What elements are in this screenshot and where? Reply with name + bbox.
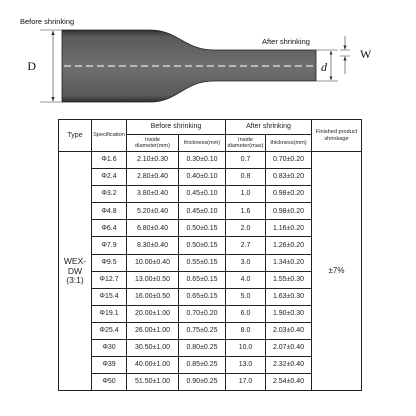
before-thickness-cell: 0.65±0.15	[179, 271, 226, 288]
header-after-thickness: thickness(mm)	[266, 135, 312, 152]
spec-table-body	[59, 152, 362, 391]
after-inside-cell: 5.0	[226, 288, 266, 305]
before-thickness-cell: 0.30±0.10	[179, 152, 226, 169]
after-thickness-cell: 1.34±0.20	[266, 254, 312, 271]
before-thickness-cell: 0.80±0.25	[179, 340, 226, 357]
before-thickness-cell: 0.90±0.25	[179, 374, 226, 391]
after-inside-cell: 13.0	[226, 357, 266, 374]
before-thickness-cell: 0.65±0.15	[179, 288, 226, 305]
after-thickness-cell: 0.98±0.20	[266, 186, 312, 203]
spec-cell: Φ1.6	[92, 152, 127, 169]
before-thickness-cell: 0.40±0.10	[179, 169, 226, 186]
before-thickness-cell: 0.75±0.25	[179, 322, 226, 339]
big-diameter-label: D	[27, 59, 36, 73]
after-thickness-cell: 1.63±0.30	[266, 288, 312, 305]
shrink-diagram	[0, 0, 416, 104]
spec-cell: Φ15.4	[92, 288, 127, 305]
after-thickness-cell: 1.26±0.20	[266, 237, 312, 254]
after-inside-cell: 10.0	[226, 340, 266, 357]
shrinkage-cell: ±7%	[312, 152, 362, 391]
before-thickness-cell: 0.70±0.20	[179, 305, 226, 322]
table-row	[59, 152, 362, 169]
spec-cell: Φ9.5	[92, 254, 127, 271]
after-thickness-cell: 1.16±0.20	[266, 220, 312, 237]
before-inside-cell: 16.00±0.50	[127, 288, 179, 305]
after-inside-cell: 4.0	[226, 271, 266, 288]
after-inside-cell: 3.0	[226, 254, 266, 271]
before-thickness-cell: 0.45±0.10	[179, 203, 226, 220]
header-before-inside: Inside diameter(mm)	[127, 135, 179, 152]
after-inside-cell: 2.7	[226, 237, 266, 254]
header-before: Before shrinking	[127, 120, 226, 135]
spec-cell: Φ2.4	[92, 169, 127, 186]
after-thickness-cell: 1.55±0.30	[266, 271, 312, 288]
before-thickness-cell: 0.50±0.15	[179, 220, 226, 237]
after-inside-cell: 2.0	[226, 220, 266, 237]
spec-cell: Φ4.8	[92, 203, 127, 220]
before-inside-cell: 8.30±0.40	[127, 237, 179, 254]
header-before-thickness: thickness(mm)	[179, 135, 226, 152]
before-inside-cell: 2.80±0.40	[127, 169, 179, 186]
after-thickness-cell: 1.90±0.30	[266, 305, 312, 322]
after-thickness-cell: 2.32±0.40	[266, 357, 312, 374]
after-inside-cell: 1.0	[226, 186, 266, 203]
before-inside-cell: 51.50±1.00	[127, 374, 179, 391]
before-inside-cell: 13.00±0.50	[127, 271, 179, 288]
after-inside-cell: 0.8	[226, 169, 266, 186]
before-inside-cell: 3.80±0.40	[127, 186, 179, 203]
after-thickness-cell: 0.98±0.20	[266, 203, 312, 220]
spec-cell: Φ39	[92, 357, 127, 374]
type-cell: WEX-DW (3:1)	[59, 152, 92, 391]
header-type: Type	[59, 120, 92, 152]
spec-cell: Φ3.2	[92, 186, 127, 203]
after-thickness-cell: 0.70±0.20	[266, 152, 312, 169]
spec-cell: Φ7.9	[92, 237, 127, 254]
header-specification: Specification	[92, 120, 127, 152]
before-thickness-cell: 0.45±0.10	[179, 186, 226, 203]
header-after-inside: Inside diameter(max)	[226, 135, 266, 152]
header-finished: Finished product shrinkage	[312, 120, 362, 152]
after-thickness-cell: 0.83±0.20	[266, 169, 312, 186]
after-shrinking-label: After shrinking	[262, 37, 310, 46]
before-inside-cell: 2.10±0.30	[127, 152, 179, 169]
after-thickness-cell: 2.03±0.40	[266, 322, 312, 339]
header-after: After shrinking	[226, 120, 312, 135]
before-inside-cell: 20.00±1.00	[127, 305, 179, 322]
after-inside-cell: 0.7	[226, 152, 266, 169]
after-thickness-cell: 2.54±0.40	[266, 374, 312, 391]
before-inside-cell: 10.00±0.40	[127, 254, 179, 271]
before-inside-cell: 6.80±0.40	[127, 220, 179, 237]
spec-cell: Φ25.4	[92, 322, 127, 339]
spec-cell: Φ6.4	[92, 220, 127, 237]
before-inside-cell: 26.00±1.00	[127, 322, 179, 339]
after-inside-cell: 17.0	[226, 374, 266, 391]
before-thickness-cell: 0.85±0.25	[179, 357, 226, 374]
after-inside-cell: 1.6	[226, 203, 266, 220]
before-inside-cell: 30.50±1.00	[127, 340, 179, 357]
spec-table-container	[58, 119, 361, 391]
after-inside-cell: 8.0	[226, 322, 266, 339]
after-thickness-cell: 2.07±0.40	[266, 340, 312, 357]
spec-cell: Φ50	[92, 374, 127, 391]
spec-cell: Φ12.7	[92, 271, 127, 288]
before-thickness-cell: 0.50±0.15	[179, 237, 226, 254]
before-inside-cell: 40.00±1.00	[127, 357, 179, 374]
wall-thickness-label: W	[360, 47, 372, 61]
spec-table	[58, 119, 362, 391]
spec-cell: Φ30	[92, 340, 127, 357]
before-thickness-cell: 0.55±0.15	[179, 254, 226, 271]
spec-cell: Φ19.1	[92, 305, 127, 322]
after-inside-cell: 6.0	[226, 305, 266, 322]
before-inside-cell: 5.20±0.40	[127, 203, 179, 220]
small-diameter-label: d	[321, 60, 327, 74]
before-shrinking-label: Before shrinking	[20, 17, 75, 26]
